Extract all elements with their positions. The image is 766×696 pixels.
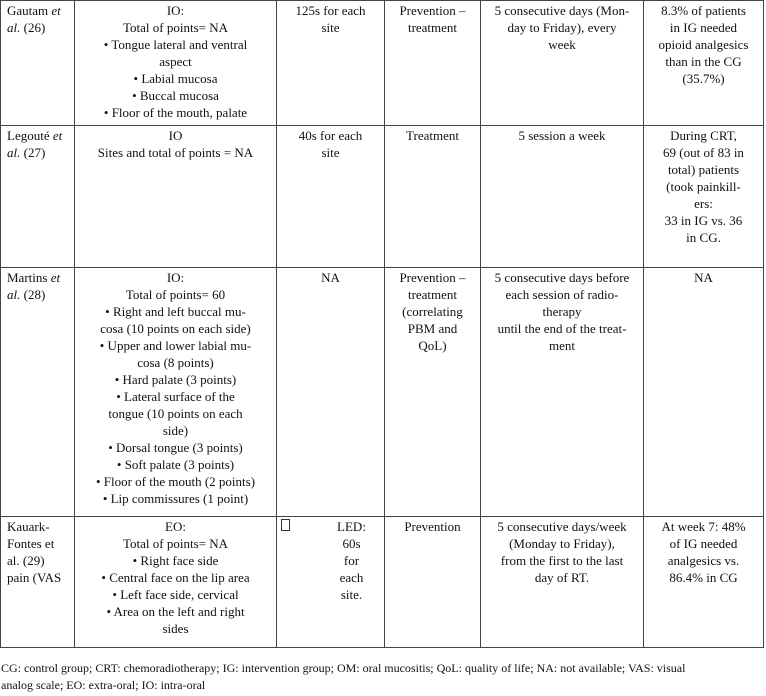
missing-glyph-box-icon [281, 519, 290, 531]
table-row [1, 517, 764, 648]
frequency-cell: 5 consecutive days/week (Monday to Friday), from the first to the last day of RT. [481, 517, 644, 648]
aim-cell: Prevention – treatment [385, 1, 481, 126]
frequency-cell: 5 consecutive days (Mon- day to Friday), every week [481, 1, 644, 126]
frequency-cell: 5 session a week [481, 126, 644, 268]
aim-cell: Prevention [385, 517, 481, 648]
outcome-cell: At week 7: 48% of IG needed analgesics vs. 86.4% in CG [644, 517, 764, 648]
sites-cell: IO: Total of points= 60 • Right and left buccal mu- cosa (10 points on each side) • Upper and lower labial mu- cosa (8 points) • Hard palate (3 points) • Lateral surface of the tongue (10 points on each side) • Dorsal tongue (3 points) • Soft palate (3 points) • Floor of the mouth (2 points) • Lip commissures (1 point) [75, 268, 277, 517]
outcome-cell: NA [644, 268, 764, 517]
table-row [1, 1, 764, 126]
time-cell: NA [277, 268, 385, 517]
table-row [1, 268, 764, 517]
time-cell: LED: 60s for each site. [277, 517, 385, 648]
study-cell: Legouté et al. (27) [1, 126, 75, 268]
study-cell: Kauark- Fontes et al. (29) pain (VAS [1, 517, 75, 648]
sites-cell: EO: Total of points= NA • Right face side • Central face on the lip area • Left face side, cervical • Area on the left and right sides [75, 517, 277, 648]
table-row [1, 126, 764, 268]
outcome-cell: 8.3% of patients in IG needed opioid analgesics than in the CG (35.7%) [644, 1, 764, 126]
study-cell: Gautam et al. (26) [1, 1, 75, 126]
table-footnote: CG: control group; CRT: chemoradiotherapy; IG: intervention group; OM: oral mucositis; QoL: quality of life; NA: not available; VAS: visual analog scale; EO: extra-oral; IO: intra-oral [1, 661, 686, 692]
outcome-cell: During CRT, 69 (out of 83 in total) patients (took painkill- ers: 33 in IG vs. 36 in CG. [644, 126, 764, 268]
sites-cell: IO: Total of points= NA • Tongue lateral and ventral aspect • Labial mucosa • Buccal mucosa • Floor of the mouth, palate [75, 1, 277, 126]
sites-cell: IO Sites and total of points = NA [75, 126, 277, 268]
aim-cell: Treatment [385, 126, 481, 268]
time-cell: 125s for each site [277, 1, 385, 126]
aim-cell: Prevention – treatment (correlating PBM and QoL) [385, 268, 481, 517]
study-cell: Martins et al. (28) [1, 268, 75, 517]
time-cell: 40s for each site [277, 126, 385, 268]
frequency-cell: 5 consecutive days before each session of radio- therapy until the end of the treat- ment [481, 268, 644, 517]
